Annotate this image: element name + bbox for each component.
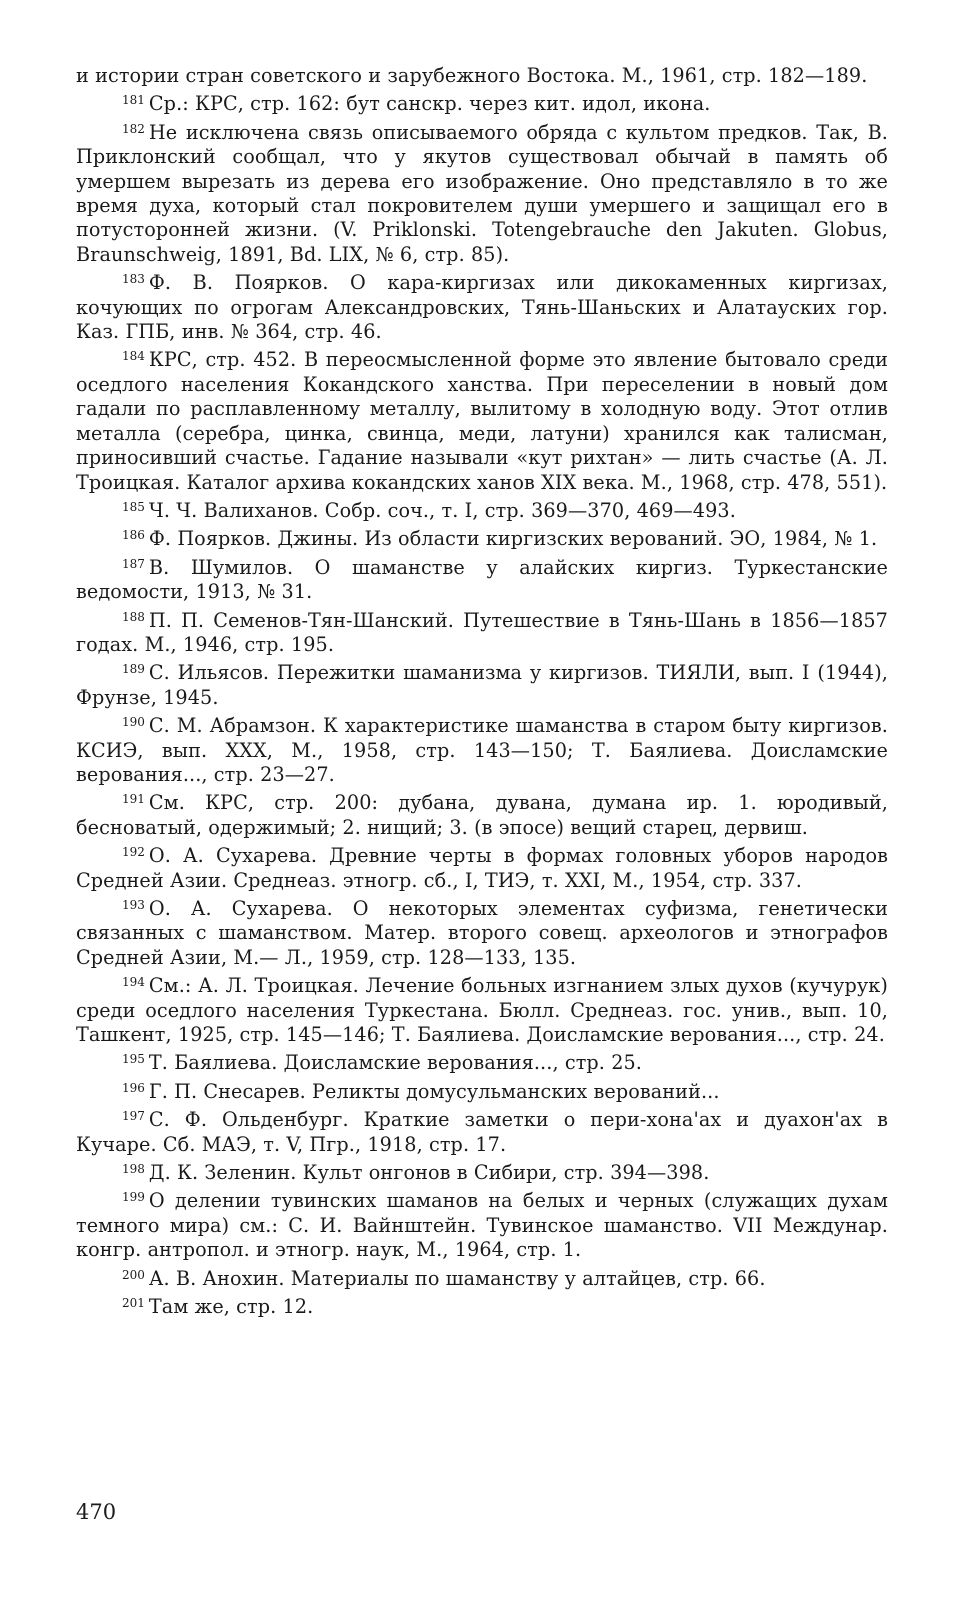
footnote-187: [76, 552, 888, 605]
footnote-184: [76, 344, 888, 494]
footnote-number: 190: [122, 715, 145, 730]
continuation-text: и истории стран советского и зарубежного Востока. М., 1961, стр. 182—189.: [76, 64, 868, 87]
footnote-195: [76, 1047, 888, 1075]
footnote-185: [76, 495, 888, 523]
footnote-196: [76, 1076, 888, 1104]
footnote-text: О делении тувинских шаманов на белых и черных (служащих духам темного мира) см.: С. И. Вайнштейн. Тувинское шаманство. VII Междунар. конгр. антропол. и этногр. наук, М., 1964, стр. 1.: [76, 1189, 888, 1262]
footnote-text: Там же, стр. 12.: [148, 1295, 314, 1319]
footnote-number: 186: [122, 528, 145, 543]
page-number: 470: [76, 1500, 117, 1524]
footnote-192: [76, 840, 888, 893]
footnote-number: 192: [122, 845, 145, 860]
footnote-198: [76, 1157, 888, 1185]
footnote-text: Ф. В. Поярков. О кара-киргизах или дикокаменных киргизах, кочующих по огрогам Александровских, Тянь-Шаньских и Алатауских гор. Каз. ГПБ, инв. № 364, стр. 46.: [76, 271, 888, 344]
footnote-197: [76, 1104, 888, 1157]
footnote-text: П. П. Семенов-Тян-Шанский. Путешествие в Тянь-Шань в 1856—1857 годах. М., 1946, стр. 195.: [76, 608, 888, 656]
footnote-text: Ч. Ч. Валиханов. Собр. соч., т. I, стр. 369—370, 469—493.: [148, 498, 736, 522]
footnote-text: О. А. Сухарева. О некоторых элементах суфизма, генетически связанных с шаманством. Матер. второго совещ. археологов и этнографов Средней Азии, М.— Л., 1959, стр. 128—133, 135.: [76, 897, 888, 969]
footnote-183: [76, 267, 888, 344]
footnote-text: См. КРС, стр. 200: дубана, дувана, думана ир. 1. юродивый, бесноватый, одержимый; 2. нищий; 3. (в эпосе) вещий старец, дервиш.: [76, 791, 888, 839]
footnote-number: 188: [122, 609, 145, 624]
footnote-text: В. Шумилов. О шаманстве у алайских киргиз. Туркестанские ведомости, 1913, № 31.: [76, 555, 888, 604]
footnote-text: КРС, стр. 452. В переосмысленной форме это явление бытовало среди оседлого населения Кокандского ханства. При переселении в новый дом гадали по расплавленному металлу, вылитому в холодную воду. Этот отлив металла (серебра, цинка, свинца, меди, латуни) хранился как талисман, приносивший счастье. Гадание называли «кут рихтан» — лить счастье (А. Л. Троицкая. Каталог архива кокандских ханов XIX века. М., 1968, стр. 478, 551).: [76, 348, 888, 494]
footnote-number: 187: [122, 556, 145, 571]
footnote-number: 200: [122, 1267, 145, 1282]
footnote-181: [76, 88, 888, 116]
footnote-number: 197: [122, 1109, 145, 1124]
footnote-193: [76, 893, 888, 970]
footnote-text: О. А. Сухарева. Древние черты в формах головных уборов народов Средней Азии. Среднеаз. этногр. сб., I, ТИЭ, т. XXI, М., 1954, стр. 337.: [76, 844, 888, 892]
footnote-number: 195: [122, 1052, 145, 1067]
footnote-number: 201: [122, 1296, 145, 1311]
footnote-188: [76, 605, 888, 658]
footnote-number: 189: [122, 662, 145, 677]
footnote-number: 182: [122, 121, 145, 136]
footnote-number: 184: [122, 349, 145, 364]
footnote-text: С. Ф. Ольденбург. Краткие заметки о пери-хона'ах и дуахон'ах в Кучаре. Сб. МАЭ, т. V, Пгр., 1918, стр. 17.: [76, 1108, 888, 1156]
footnote-201: [76, 1291, 888, 1319]
footnote-text: А. В. Анохин. Материалы по шаманству у алтайцев, стр. 66.: [148, 1266, 766, 1290]
footnote-182: [76, 117, 888, 267]
footnote-number: 199: [122, 1190, 145, 1205]
footnote-text: Не исключена связь описываемого обряда с культом предков. Так, В. Приклонский сообщал, что у якутов существовал обычай в память об умершем вырезать из дерева его изображение. Оно представляло в то же время духа, который стал покровителем души умершего и защищал его в потусторонней жизни. (V. Priklonski. Totengebrauche den Jakuten. Globus, Braunschweig, 1891, Bd. LIX, № 6, стр. 85).: [76, 120, 888, 266]
footnote-number: 194: [122, 975, 145, 990]
footnote-189: [76, 657, 888, 710]
footnote-text: Д. К. Зеленин. Культ онгонов в Сибири, стр. 394—398.: [148, 1161, 710, 1185]
footnote-number: 193: [122, 898, 145, 912]
footnote-number: 198: [122, 1162, 145, 1177]
footnote-number: 181: [122, 93, 145, 108]
notes-list: [76, 88, 888, 1319]
footnote-200: [76, 1263, 888, 1291]
footnote-199: [76, 1185, 888, 1262]
footnote-text: С. М. Абрамзон. К характеристике шаманства в старом быту киргизов. КСИЭ, вып. XXX, М., 1958, стр. 143—150; Т. Баялиева. Доисламские верования..., стр. 23—27.: [76, 714, 888, 786]
footnote-190: [76, 710, 888, 787]
footnote-number: 191: [122, 792, 145, 807]
footnote-number: 185: [122, 499, 145, 514]
footnote-text: См.: А. Л. Троицкая. Лечение больных изгнанием злых духов (кучурук) среди оседлого населения Туркестана. Бюлл. Среднеаз. гос. унив., вып. 10, Ташкент, 1925, стр. 145—146; Т. Баялиева. Доисламские верования..., стр. 24.: [76, 974, 888, 1047]
footnote-text: Ф. Поярков. Джины. Из области киргизских верований. ЭО, 1984, № 1.: [148, 527, 878, 551]
footnote-number: 196: [122, 1080, 145, 1095]
footnote-186: [76, 523, 888, 551]
footnote-text: Т. Баялиева. Доисламские верования..., стр. 25.: [148, 1051, 643, 1075]
footnote-194: [76, 970, 888, 1047]
footnote-number: 183: [122, 272, 145, 287]
footnote-text: С. Ильясов. Пережитки шаманизма у киргизов. ТИЯЛИ, вып. I (1944), Фрунзе, 1945.: [76, 661, 888, 709]
footnote-text: Ср.: КРС, стр. 162: бут санскр. через кит. идол, икона.: [148, 92, 711, 116]
footnote-191: [76, 787, 888, 840]
footnote-text: Г. П. Снесарев. Реликты домусульманских верований...: [148, 1079, 720, 1103]
footnotes-block: [76, 64, 888, 1320]
